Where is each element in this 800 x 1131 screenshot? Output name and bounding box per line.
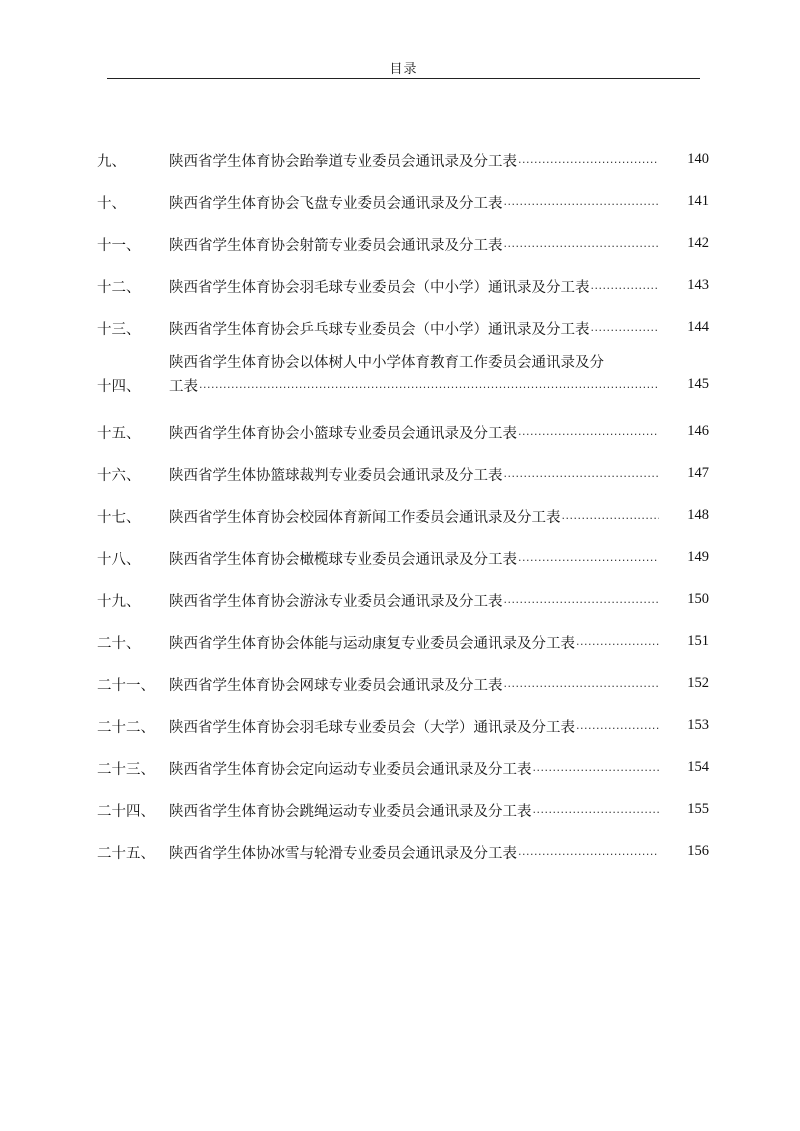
toc-entry-title: 陕西省学生体育协会橄榄球专业委员会通讯录及分工表 bbox=[169, 552, 517, 568]
dot-leader bbox=[591, 324, 660, 337]
toc-entry-number: 十一、 bbox=[97, 238, 141, 254]
toc-entry-title: 陕西省学生体育协会定向运动专业委员会通讯录及分工表 bbox=[169, 762, 532, 778]
toc-entry-page: 155 bbox=[687, 801, 709, 817]
toc-entry-page: 148 bbox=[687, 507, 709, 523]
toc-entry-title: 陕西省学生体育协会网球专业委员会通讯录及分工表 bbox=[169, 678, 503, 694]
toc-entry-number: 十六、 bbox=[97, 468, 141, 484]
toc-entry[interactable] bbox=[97, 749, 709, 791]
dot-leader bbox=[504, 680, 660, 693]
toc-entry-title: 陕西省学生体育协会游泳专业委员会通讯录及分工表 bbox=[169, 594, 503, 610]
toc-entry-page: 144 bbox=[687, 319, 709, 335]
toc-entry-number: 十三、 bbox=[97, 322, 141, 338]
toc-entry-number: 十二、 bbox=[97, 280, 141, 296]
toc-entry-number: 二十三、 bbox=[97, 762, 155, 778]
dot-leader bbox=[533, 764, 660, 777]
toc-entry[interactable] bbox=[97, 267, 709, 309]
dot-leader bbox=[562, 512, 660, 525]
dot-leader bbox=[533, 806, 660, 819]
toc-entry-title-continued: 工表 bbox=[169, 379, 198, 395]
toc-entry-title: 陕西省学生体育协会羽毛球专业委员会（中小学）通讯录及分工表 bbox=[169, 280, 590, 296]
toc-entry-number: 十、 bbox=[97, 196, 126, 212]
toc-entry-page: 150 bbox=[687, 591, 709, 607]
toc-entry-title: 陕西省学生体育协会小篮球专业委员会通讯录及分工表 bbox=[169, 426, 517, 442]
dot-leader bbox=[518, 428, 659, 441]
toc-entry-number: 九、 bbox=[97, 154, 126, 170]
toc-entry[interactable] bbox=[97, 623, 709, 665]
toc-entry-number: 十五、 bbox=[97, 426, 141, 442]
dot-leader bbox=[199, 376, 659, 400]
toc-entry-title: 陕西省学生体育协会乒乓球专业委员会（中小学）通讯录及分工表 bbox=[169, 322, 590, 338]
dot-leader bbox=[518, 848, 659, 861]
toc-entry-page: 154 bbox=[687, 759, 709, 775]
toc-entry[interactable] bbox=[97, 455, 709, 497]
dot-leader bbox=[576, 638, 659, 651]
toc-entry-title: 陕西省学生体协篮球裁判专业委员会通讯录及分工表 bbox=[169, 468, 503, 484]
toc-entry-page: 141 bbox=[687, 193, 709, 209]
toc-entry-title: 陕西省学生体育协会以体树人中小学体育教育工作委员会通讯录及分 bbox=[169, 355, 604, 371]
dot-leader bbox=[504, 596, 660, 609]
toc-entry-number: 十七、 bbox=[97, 510, 141, 526]
toc-entry[interactable] bbox=[97, 707, 709, 749]
page-title: 目录 bbox=[389, 62, 418, 77]
toc-entry[interactable] bbox=[97, 351, 709, 413]
toc-entry-number: 二十二、 bbox=[97, 720, 155, 736]
table-of-contents bbox=[97, 141, 709, 875]
toc-entry[interactable] bbox=[97, 183, 709, 225]
dot-leader bbox=[518, 156, 659, 169]
toc-entry-page: 147 bbox=[687, 465, 709, 481]
toc-entry-page: 149 bbox=[687, 549, 709, 565]
toc-entry-title: 陕西省学生体育协会校园体育新闻工作委员会通讯录及分工表 bbox=[169, 510, 561, 526]
toc-entry[interactable] bbox=[97, 791, 709, 833]
toc-entry-title: 陕西省学生体育协会飞盘专业委员会通讯录及分工表 bbox=[169, 196, 503, 212]
toc-entry[interactable] bbox=[97, 413, 709, 455]
toc-entry-title: 陕西省学生体育协会跳绳运动专业委员会通讯录及分工表 bbox=[169, 804, 532, 820]
toc-entry-title: 陕西省学生体协冰雪与轮滑专业委员会通讯录及分工表 bbox=[169, 846, 517, 862]
toc-entry-number: 二十四、 bbox=[97, 804, 155, 820]
toc-entry-title: 陕西省学生体育协会射箭专业委员会通讯录及分工表 bbox=[169, 238, 503, 254]
toc-entry[interactable] bbox=[97, 141, 709, 183]
dot-leader bbox=[518, 554, 659, 567]
toc-entry-page: 151 bbox=[687, 633, 709, 649]
dot-leader bbox=[576, 722, 659, 735]
toc-entry[interactable] bbox=[97, 665, 709, 707]
toc-entry-title: 陕西省学生体育协会跆拳道专业委员会通讯录及分工表 bbox=[169, 154, 517, 170]
toc-entry-page: 145 bbox=[687, 376, 709, 392]
toc-entry-number: 十四、 bbox=[97, 379, 141, 395]
toc-entry-number: 二十一、 bbox=[97, 678, 155, 694]
toc-entry-page: 153 bbox=[687, 717, 709, 733]
dot-leader bbox=[591, 282, 660, 295]
toc-entry-number: 二十五、 bbox=[97, 846, 155, 862]
dot-leader bbox=[504, 240, 660, 253]
toc-entry-page: 143 bbox=[687, 277, 709, 293]
toc-entry[interactable] bbox=[97, 581, 709, 623]
dot-leader bbox=[504, 198, 660, 211]
toc-entry-page: 142 bbox=[687, 235, 709, 251]
dot-leader bbox=[504, 470, 660, 483]
toc-entry-number: 十九、 bbox=[97, 594, 141, 610]
toc-entry-page: 152 bbox=[687, 675, 709, 691]
toc-entry-number: 二十、 bbox=[97, 636, 141, 652]
toc-entry-page: 140 bbox=[687, 151, 709, 167]
toc-entry-number: 十八、 bbox=[97, 552, 141, 568]
toc-entry[interactable] bbox=[97, 833, 709, 875]
toc-entry[interactable] bbox=[97, 225, 709, 267]
toc-entry[interactable] bbox=[97, 309, 709, 351]
toc-entry-page: 156 bbox=[687, 843, 709, 859]
toc-entry[interactable] bbox=[97, 497, 709, 539]
toc-entry-title: 陕西省学生体育协会体能与运动康复专业委员会通讯录及分工表 bbox=[169, 636, 575, 652]
header-divider bbox=[107, 78, 700, 79]
toc-entry[interactable] bbox=[97, 539, 709, 581]
toc-entry-page: 146 bbox=[687, 423, 709, 439]
toc-entry-title: 陕西省学生体育协会羽毛球专业委员会（大学）通讯录及分工表 bbox=[169, 720, 575, 736]
